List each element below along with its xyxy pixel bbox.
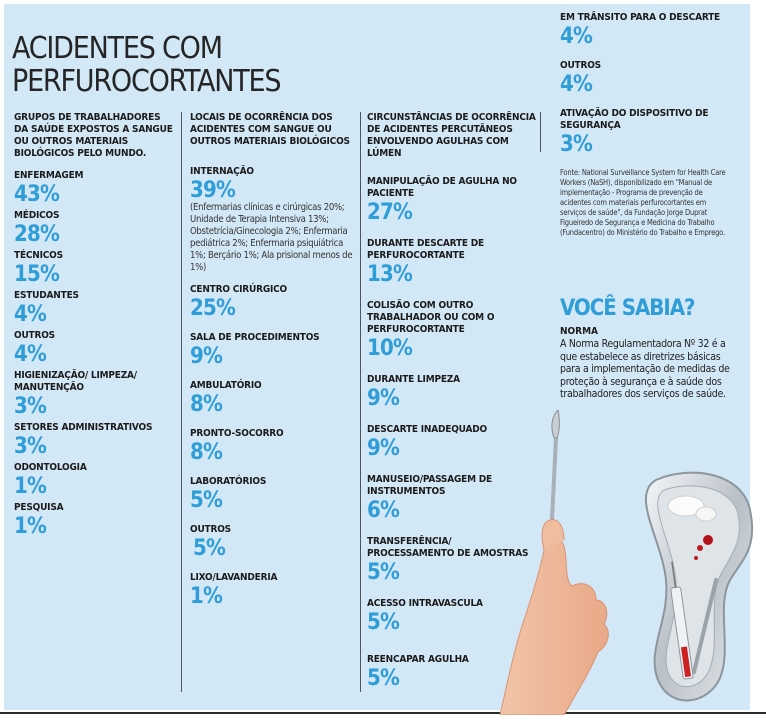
stat-item — [190, 524, 355, 562]
stat-label: DESCARTE INADEQUADO — [367, 424, 487, 435]
stat-value: 5% — [367, 666, 400, 691]
stat-value: 43% — [14, 182, 59, 207]
stat-value: 3% — [14, 434, 47, 459]
stat-label: SALA DE PROCEDIMENTOS — [190, 332, 320, 343]
stat-label: TRANSFERÊNCIA/ PROCESSAMENTO DE AMOSTRAS — [367, 536, 529, 559]
locations-intro: LOCAIS DE OCORRÊNCIA DOS ACIDENTES COM SANGUE OU OUTROS MATERIAIS BIOLÓGICOS — [190, 112, 350, 147]
scalpel-blade — [552, 410, 559, 438]
stat-value: 27% — [367, 200, 412, 225]
stat-note: (Enfermarias clínicas e cirúrgicas 20%; Unidade de Terapia Intensiva 13%; Obstetrícia/Ginecologia 2%; Enfermaria pediátrica 2%; Enfermaria psiquiátrica 1%; Berçário 1%; Ala prisional menos de 1%) — [190, 202, 353, 273]
stat-item — [367, 238, 537, 288]
stat-item — [367, 176, 537, 226]
stat-item — [14, 422, 174, 460]
stat-label: ODONTOLOGIA — [14, 462, 87, 473]
stat-item — [190, 166, 355, 274]
stat-item — [367, 374, 537, 412]
stat-value: 5% — [190, 488, 223, 513]
stat-value: 4% — [14, 302, 47, 327]
workers-column — [14, 112, 174, 542]
stat-label: EM TRÂNSITO PARA O DESCARTE — [560, 12, 720, 23]
source-note: Fonte: National Surveillance System for Health Care Workers (NaSH), disponibilizado em "Manual de implementação - Programa de prevenção de acidentes com materiais perfurocortantes em serviços de saúde", da Fundação Jorge Duprat Figueiredo de Segurança e Medicina do Trabalho (Fundacentro) do Ministério do Trabalho e Emprego. — [560, 168, 726, 237]
hand — [500, 539, 608, 715]
stat-value: 3% — [14, 394, 47, 419]
stat-item — [560, 60, 738, 98]
stat-label: ESTUDANTES — [14, 290, 79, 301]
stat-label: OUTROS — [560, 60, 601, 71]
column-divider-1 — [181, 112, 182, 692]
stat-value: 25% — [190, 296, 235, 321]
did-you-know-text: A Norma Regulamentadora Nº 32 é a que estabelece as diretrizes básicas para a implementação de medidas de proteção à segurança e à saúde dos trabalhadores dos serviços de saúde. — [560, 338, 730, 400]
stat-value: 4% — [560, 72, 593, 97]
stat-value: 8% — [190, 392, 223, 417]
stat-value: 5% — [367, 560, 400, 585]
stat-label: OUTROS — [190, 524, 231, 535]
blood-drop — [697, 545, 703, 551]
column-divider-2 — [360, 112, 361, 692]
stat-item — [14, 502, 174, 540]
stat-item — [14, 330, 174, 368]
stat-label: TÉCNICOS — [14, 250, 63, 261]
stat-value: 1% — [14, 514, 47, 539]
stat-item — [14, 462, 174, 500]
stat-value: 1% — [190, 584, 223, 609]
did-you-know-label: NORMA — [560, 326, 599, 337]
stat-value: 10% — [367, 336, 412, 361]
title-line-1: ACIDENTES COM — [12, 31, 222, 66]
stat-value: 28% — [14, 222, 59, 247]
stat-label: INTERNAÇÃO — [190, 166, 254, 177]
stat-label: COLISÃO COM OUTRO TRABALHADOR OU COM O PERFUROCORTANTE — [367, 300, 495, 335]
stat-item — [190, 428, 355, 466]
stat-value: 5% — [367, 610, 400, 635]
stat-value: 6% — [367, 498, 400, 523]
stat-label: ENFERMAGEM — [14, 170, 84, 181]
blood-drop — [703, 535, 713, 545]
stat-value: 15% — [14, 262, 59, 287]
stat-value: 3% — [560, 132, 593, 157]
gauze — [696, 507, 716, 521]
stat-item — [560, 12, 738, 50]
stat-label: HIGIENIZAÇÃO/ LIMPEZA/ MANUTENÇÃO — [14, 370, 137, 393]
circumstances-intro: CIRCUNSTÂNCIAS DE OCORRÊNCIA DE ACIDENTES PERCUTÂNEOS ENVOLVENDO AGULHAS COM LÚMEN — [367, 112, 536, 159]
blood-drop — [694, 556, 698, 560]
stat-label: SETORES ADMINISTRATIVOS — [14, 422, 153, 433]
stat-item — [190, 284, 355, 322]
stat-item — [14, 170, 174, 208]
stat-value: 9% — [367, 436, 400, 461]
stat-item — [190, 332, 355, 370]
stat-item — [560, 108, 738, 158]
stat-label: CENTRO CIRÚRGICO — [190, 284, 288, 295]
stat-label: LABORATÓRIOS — [190, 476, 267, 487]
page-title — [12, 31, 281, 99]
stat-item — [190, 476, 355, 514]
stat-item — [14, 290, 174, 328]
stat-label: DURANTE DESCARTE DE PERFUROCORTANTE — [367, 238, 484, 261]
stat-label: REENCAPAR AGULHA — [367, 654, 469, 665]
stat-label: ACESSO INTRAVASCULA — [367, 598, 483, 609]
stat-value: 9% — [190, 344, 223, 369]
column-divider-3 — [540, 112, 541, 152]
stat-label: OUTROS — [14, 330, 55, 341]
stat-value: 4% — [560, 24, 593, 49]
stat-item — [14, 250, 174, 288]
stat-item — [14, 210, 174, 248]
stat-value: 9% — [367, 386, 400, 411]
stat-label: DURANTE LIMPEZA — [367, 374, 460, 385]
stat-item — [14, 370, 174, 420]
stat-label: LIXO/LAVANDERIA — [190, 572, 278, 583]
stat-label: PRONTO-SOCORRO — [190, 428, 284, 439]
stat-label: PESQUISA — [14, 502, 64, 513]
workers-intro: GRUPOS DE TRABALHADORES DA SAÚDE EXPOSTOS A SANGUE OU OUTROS MATERIAIS BIOLÓGICOS PELO MUNDO. — [14, 112, 173, 159]
stat-item — [190, 572, 355, 610]
stat-value: 5% — [193, 536, 226, 561]
stat-item — [190, 380, 355, 418]
stat-value: 1% — [14, 474, 47, 499]
stat-value: 39% — [190, 178, 235, 203]
circumstances-continued-column — [560, 12, 738, 238]
locations-column — [190, 112, 355, 610]
stat-label: ATIVAÇÃO DO DISPOSITIVO DE SEGURANÇA — [560, 108, 709, 131]
stat-label: MANIPULAÇÃO DE AGULHA NO PACIENTE — [367, 176, 517, 199]
stat-value: 8% — [190, 440, 223, 465]
did-you-know-title: VOCÊ SABIA? — [560, 296, 695, 321]
stat-value: 13% — [367, 262, 412, 287]
hand-scalpel-tray-illustration — [480, 410, 766, 715]
stat-label: MANUSEIO/PASSAGEM DE INSTRUMENTOS — [367, 474, 492, 497]
title-line-2: PERFUROCORTANTES — [12, 64, 281, 99]
scalpel-handle — [552, 438, 556, 520]
stat-item — [367, 300, 537, 362]
stat-label: MÉDICOS — [14, 210, 60, 221]
stat-label: AMBULATÓRIO — [190, 380, 262, 391]
stat-value: 4% — [14, 342, 47, 367]
